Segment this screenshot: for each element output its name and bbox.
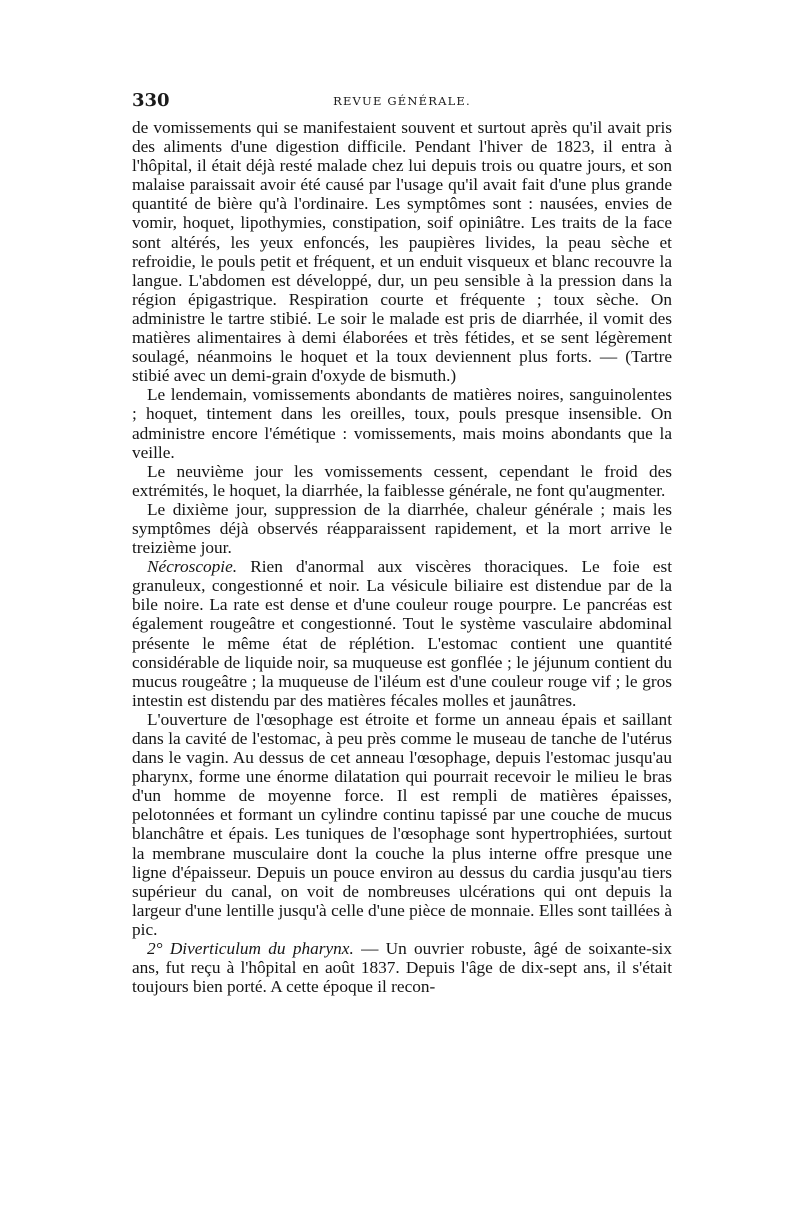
paragraph: Le lendemain, vomissements abondants de matières noires, sanguinolentes ; hoquet, tintement dans les oreilles, toux, pouls presque insensible. On administre encore l'émétique : vomissements, mais moins abondants que la veille. xyxy=(132,385,672,462)
paragraph: L'ouverture de l'œsophage est étroite et forme un anneau épais et saillant dans la cavité de l'estomac, à peu près comme le museau de tanche de l'utérus dans le vagin. Au dessus de cet anneau l'œsophage, depuis l'estomac jusqu'au pharynx, forme une énorme dilatation qui pourrait recevoir le milieu le bras d'un homme de moyenne force. Il est rempli de matières épaisses, pelotonnées et formant un cylindre continu tapissé par une couche de mucus blanchâtre et épais. Les tuniques de l'œsophage sont hypertrophiées, surtout la membrane musculaire dont la couche la plus interne offre presque une ligne d'épaisseur. Depuis un pouce environ au dessus du cardia jusqu'au tiers supérieur du canal, on voit de nombreuses ulcérations qui ont depuis la largeur d'une lentille jusqu'à celle d'une pièce de monnaie. Elles sont taillées à pic. xyxy=(132,709,672,939)
paragraph-text: — Un ouvrier robuste, âgé de soixante-six ans, fut reçu à l'hôpital en août 1837. Depuis l'âge de dix-sept ans, il s'était toujours bien porté. A cette époque il recon- xyxy=(132,939,672,997)
paragraph-text: Rien d'anormal aux viscères thoraciques. Le foie est granuleux, congestionné et noir. La vésicule biliaire est distendue par de la bile noire. La rate est dense et d'une couleur rouge pourpre. Le pancréas est également rougeâtre et congestionné. Tout le système vasculaire abdominal présente le même état de réplétion. L'estomac contient une quantité considérable de liquide noir, sa muqueuse est gonflée ; le jéjunum contient du mucus rougeâtre ; la muqueuse de l'iléum est d'une couleur rouge vif ; le gros intestin est distendu par des matières fécales molles et jaunâtres. xyxy=(132,557,672,710)
necroscopie-label: Nécroscopie. xyxy=(147,557,238,577)
paragraph-necroscopie xyxy=(132,557,672,710)
paragraph-diverticulum xyxy=(132,939,672,996)
paragraph: Le dixième jour, suppression de la diarrhée, chaleur générale ; mais les symptômes déjà observés réapparaissent rapidement, et la mort arrive le treizième jour. xyxy=(132,499,672,558)
body-text xyxy=(132,118,672,996)
running-head xyxy=(132,90,672,112)
diverticulum-heading: 2° Diverticulum du pharynx. xyxy=(147,939,354,959)
paragraph: de vomissements qui se manifestaient souvent et surtout après qu'il avait pris des aliments d'une digestion difficile. Pendant l'hiver de 1823, il entra à l'hôpital, il était déjà resté malade chez lui depuis trois ou quatre jours, et son malaise paraissait avoir été causé par l'usage qu'il avait fait d'une plus grande quantité de bière qu'à l'ordinaire. Les symptômes sont : nausées, envies de vomir, hoquet, lipothymies, constipation, soif opiniâtre. Les traits de la face sont altérés, les yeux enfoncés, les paupières livides, la peau sèche et refroidie, le pouls petit et fréquent, et un enduit visqueux et blanc recouvre la langue. L'abdomen est développé, dur, un peu sensible à la pression dans la région épigastrique. Respiration courte et fréquente ; toux sèche. On administre le tartre stibié. Le soir le malade est pris de diarrhée, il vomit des matières alimentaires à demi élaborées et très fétides, et se sent légèrement soulagé, néanmoins le hoquet et la toux deviennent plus forts. — (Tartre stibié avec un demi-grain d'oxyde de bismuth.) xyxy=(132,118,672,386)
paragraph: Le neuvième jour les vomissements cessent, cependant le froid des extrémités, le hoquet, la diarrhée, la faiblesse générale, ne font qu'augmenter. xyxy=(132,461,672,500)
running-title: REVUE GÉNÉRALE. xyxy=(333,94,471,108)
page-number: 330 xyxy=(132,90,170,111)
